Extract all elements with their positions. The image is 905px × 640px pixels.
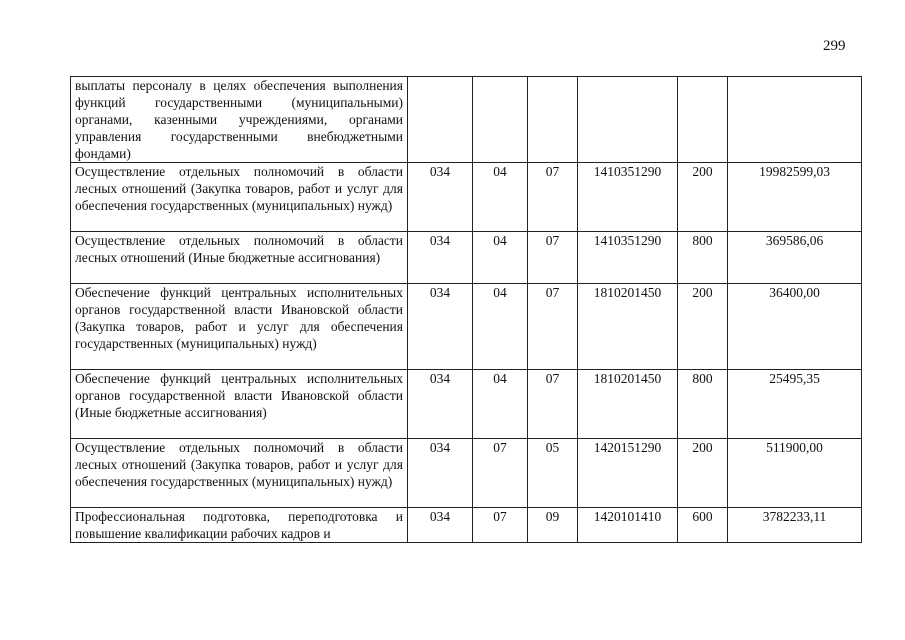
row-ministry-code: 034 (408, 370, 473, 439)
row-expense-type: 800 (678, 232, 728, 284)
row-expense-type: 600 (678, 508, 728, 543)
row-description: Осуществление отдельных полномочий в области лесных отношений (Закупка товаров, работ и услуг для обеспечения государственных (муниципальных) нужд) (71, 439, 408, 508)
row-amount: 36400,00 (728, 284, 862, 370)
row-expense-type: 200 (678, 439, 728, 508)
row-subsection-code: 07 (528, 163, 578, 232)
row-description: выплаты персоналу в целях обеспечения выполнения функций государственными (муниципальными) органами, казенными учреждениями, органами управления государственными внебюджетными фондами) (71, 77, 408, 163)
budget-table (70, 76, 862, 543)
row-amount: 511900,00 (728, 439, 862, 508)
row-subsection-code: 07 (528, 232, 578, 284)
row-subsection-code: 07 (528, 370, 578, 439)
row-expense-type: 200 (678, 284, 728, 370)
table-row (71, 163, 862, 232)
row-ministry-code: 034 (408, 439, 473, 508)
row-section-code: 04 (473, 232, 528, 284)
row-ministry-code (408, 77, 473, 163)
page-number: 299 (823, 38, 846, 54)
row-target-code: 1410351290 (578, 163, 678, 232)
row-expense-type: 200 (678, 163, 728, 232)
row-subsection-code: 07 (528, 284, 578, 370)
row-ministry-code: 034 (408, 508, 473, 543)
table-row (71, 370, 862, 439)
row-description: Обеспечение функций центральных исполнительных органов государственной власти Ивановской области (Иные бюджетные ассигнования) (71, 370, 408, 439)
table-row (71, 508, 862, 543)
row-section-code: 04 (473, 370, 528, 439)
row-amount: 19982599,03 (728, 163, 862, 232)
row-target-code: 1810201450 (578, 370, 678, 439)
row-section-code: 04 (473, 284, 528, 370)
row-amount (728, 77, 862, 163)
row-target-code: 1420151290 (578, 439, 678, 508)
row-target-code: 1410351290 (578, 232, 678, 284)
row-amount: 25495,35 (728, 370, 862, 439)
row-section-code: 07 (473, 439, 528, 508)
row-description: Осуществление отдельных полномочий в области лесных отношений (Закупка товаров, работ и услуг для обеспечения государственных (муниципальных) нужд) (71, 163, 408, 232)
row-section-code: 04 (473, 163, 528, 232)
row-subsection-code: 05 (528, 439, 578, 508)
row-ministry-code: 034 (408, 284, 473, 370)
row-target-code (578, 77, 678, 163)
row-expense-type: 800 (678, 370, 728, 439)
row-section-code: 07 (473, 508, 528, 543)
table-row (71, 77, 862, 163)
row-description: Профессиональная подготовка, переподготовка и повышение квалификации рабочих кадров и (75, 509, 403, 541)
row-ministry-code: 034 (408, 232, 473, 284)
table-row (71, 232, 862, 284)
row-description: Обеспечение функций центральных исполнительных органов государственной власти Ивановской области (Закупка товаров, работ и услуг для обеспечения государственных (муниципальных) нужд) (71, 284, 408, 370)
row-subsection-code: 09 (528, 508, 578, 543)
row-subsection-code (528, 77, 578, 163)
row-amount: 369586,06 (728, 232, 862, 284)
budget-table-body (71, 77, 862, 543)
table-row (71, 284, 862, 370)
row-target-code: 1420101410 (578, 508, 678, 543)
row-section-code (473, 77, 528, 163)
table-row (71, 439, 862, 508)
row-expense-type (678, 77, 728, 163)
row-description: Осуществление отдельных полномочий в области лесных отношений (Иные бюджетные ассигнования) (71, 232, 408, 284)
row-target-code: 1810201450 (578, 284, 678, 370)
row-ministry-code: 034 (408, 163, 473, 232)
row-description-cell (71, 508, 408, 543)
row-amount: 3782233,11 (728, 508, 862, 543)
